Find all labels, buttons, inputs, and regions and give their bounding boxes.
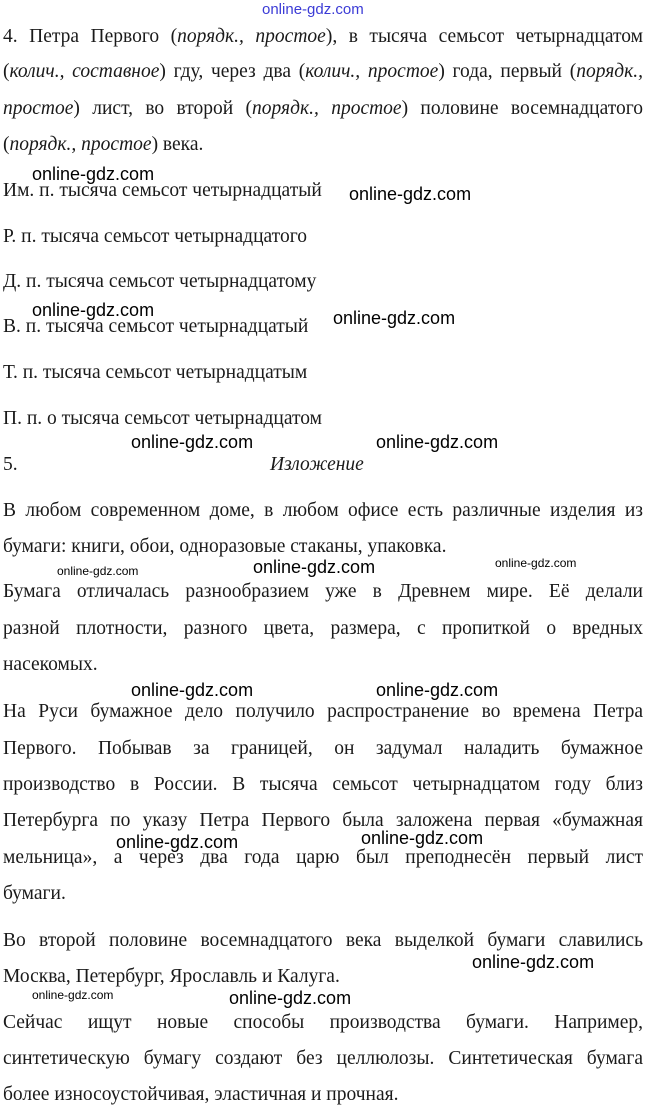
watermark: online-gdz.com: [116, 832, 239, 852]
case-nominative: Им. п. тысяча семьсот четырнадцатый: [3, 180, 322, 201]
p4-line-1: Во второй половине восемнадцатого века выделкой бумаги славились: [3, 930, 643, 951]
watermark: online-gdz.com: [131, 680, 254, 700]
p3-line-6: бумаги.: [3, 883, 66, 904]
case-prepositional: П. п. о тысяча семьсот четырнадцатом: [3, 408, 322, 429]
p3-line-3: производство в России. В тысяча семьсот четырнадцатом году близ: [3, 774, 643, 795]
p1-line-2: бумаги: книги, обои, одноразовые стаканы, упаковка.: [3, 536, 447, 557]
watermark: online-gdz.com: [57, 564, 139, 578]
case-dative: Д. п. тысяча семьсот четырнадцатому: [3, 271, 317, 292]
case-instrumental: Т. п. тысяча семьсот четырнадцатым: [3, 362, 308, 383]
p3-line-4: Петербурга по указу Петра Первого была заложена первая «бумажная: [3, 810, 643, 831]
p4-line-2: Москва, Петербург, Ярославль и Калуга.: [3, 966, 340, 987]
p2-line-1: Бумага отличалась разнообразием уже в Древнем мире. Её делали: [3, 581, 643, 602]
watermark: online-gdz.com: [32, 300, 155, 320]
p2-line-3: насекомых.: [3, 654, 98, 675]
watermark: online-gdz.com: [495, 556, 577, 570]
watermark: online-gdz.com: [32, 164, 155, 184]
p2-line-2: разной плотности, разного цвета, размера, с пропиткой о вредных: [3, 618, 643, 639]
task4-line-3: простое) лист, во второй (порядк., простое) половине восемнадцатого: [3, 98, 643, 119]
p3-line-1: На Руси бумажное дело получило распространение во времена Петра: [3, 701, 643, 722]
task5-number: 5.: [3, 454, 18, 475]
watermark: online-gdz.com: [472, 952, 595, 972]
watermark: online-gdz.com: [32, 988, 114, 1002]
p3-line-5: мельница», а через два года царю был преподнесён первый лист: [3, 847, 643, 868]
task4-line-2: (колич., составное) гду, через два (колич., простое) года, первый (порядк.,: [3, 61, 644, 82]
watermark: online-gdz.com: [131, 432, 254, 452]
task4-line-1: 4. Петра Первого (порядк., простое), в тысяча семьсот четырнадцатом: [3, 26, 644, 47]
task4-line-4: (порядк., простое) века.: [3, 134, 204, 155]
case-accusative: В. п. тысяча семьсот четырнадцатый: [3, 316, 309, 337]
watermark: online-gdz.com: [376, 680, 499, 700]
p1-line-1: В любом современном доме, в любом офисе есть различные изделия из: [3, 500, 643, 521]
p5-line-1: Сейчас ищут новые способы производства бумаги. Например,: [3, 1012, 643, 1033]
task5-title: Изложение: [270, 454, 364, 475]
watermark: online-gdz.com: [229, 988, 352, 1008]
watermark-top: online-gdz.com: [262, 1, 364, 18]
watermark: online-gdz.com: [376, 432, 499, 452]
watermark: online-gdz.com: [333, 308, 456, 328]
p5-line-2: синтетическую бумагу создают без целлюлозы. Синтетическая бумага: [3, 1048, 643, 1069]
p3-line-2: Первого. Побывав за границей, он задумал наладить бумажное: [3, 738, 643, 759]
watermark: online-gdz.com: [361, 828, 484, 848]
p5-line-3: более износоустойчивая, эластичная и прочная.: [3, 1084, 399, 1105]
case-genitive: Р. п. тысяча семьсот четырнадцатого: [3, 226, 307, 247]
watermark: online-gdz.com: [253, 557, 376, 577]
watermark: online-gdz.com: [349, 184, 472, 204]
